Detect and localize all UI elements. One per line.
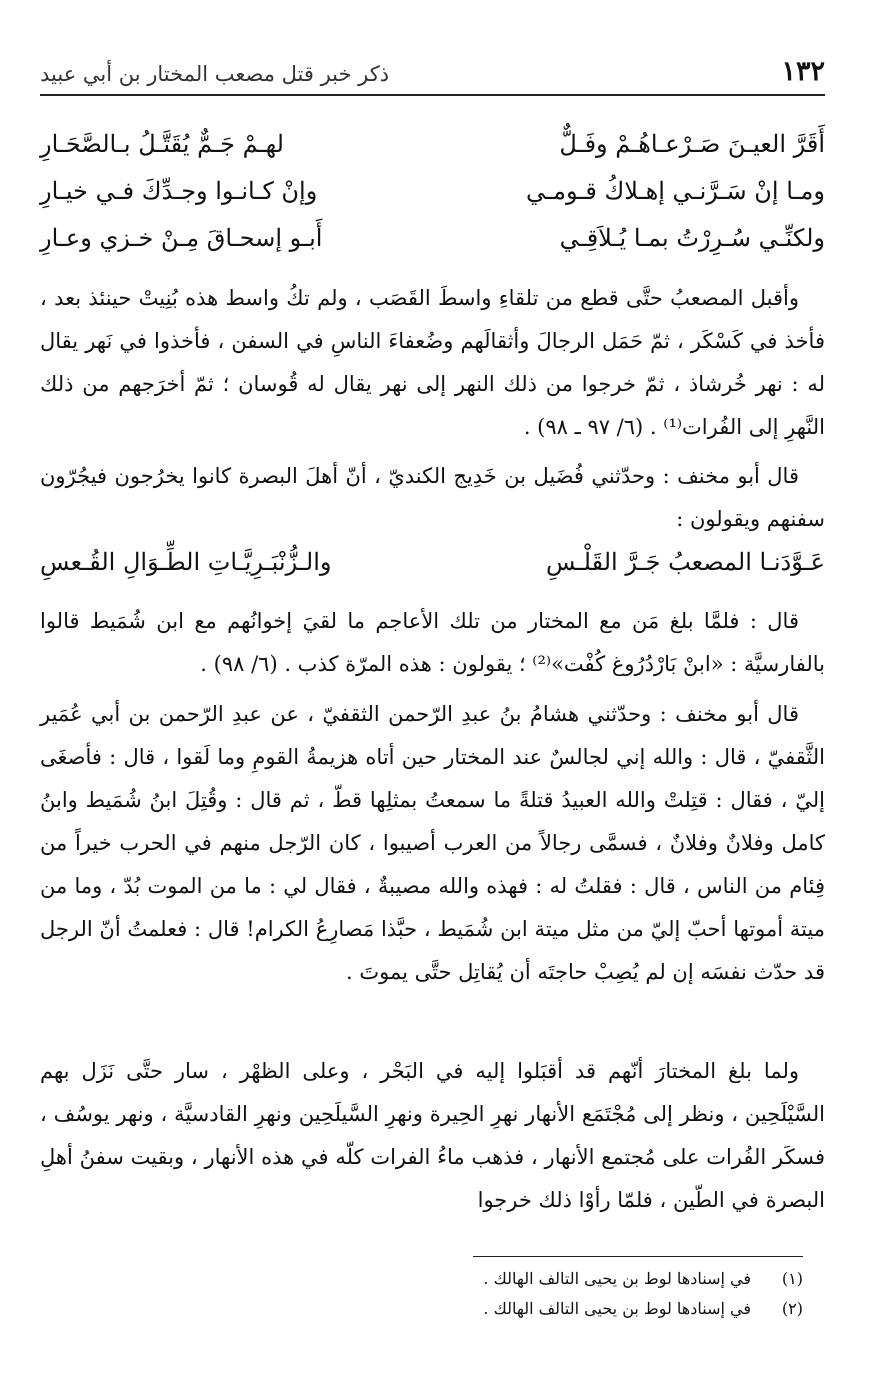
- paragraph-text: وأقبل المصعبُ حتَّى قطع من تلقاءِ واسطَ القَصَب ، ولم تكُ واسط هذه بُنِيتْ حينئذ بعد ، فأخذ في كَسْكَر ، ثمّ حَمَل الرجالَ وأثقالَهم وضُعفاءَ الناسِ في السفن ، فأخذوا في نَهر يقال له : نهر خُرشاذ ، ثمّ خرجوا من ذلك النهر إلى نهر يقال له قُوسان ؛ ثمّ أخرَجهم من ذلك النَّهرِ إلى الفُرات⁽¹⁾ . (٦/ ٩٧ ـ ٩٨) .: [40, 286, 825, 439]
- verse-hemistich-right: أَقَرَّ العيـنَ صَـرْعـاهُـمْ وفَـلٌّ: [559, 130, 825, 158]
- paragraph: [40, 1050, 825, 1222]
- paragraph-text: قال أبو مخنف : وحدّثني فُضَيل بن خَدِيج الكنديّ ، أنّ أهلَ البصرة كانوا يخرُجون فيجُرّون سفنهم ويقولون :: [40, 464, 825, 531]
- footnote-separator: [473, 1256, 803, 1257]
- footnote-text: في إسنادها لوط بن يحيى التالف الهالك .: [483, 1299, 751, 1318]
- footnote-marker: (١): [781, 1269, 803, 1288]
- verse-line: [40, 130, 825, 172]
- footnote: [40, 1296, 803, 1322]
- page-header: [40, 52, 825, 96]
- verse-line: [40, 224, 825, 266]
- paragraph: [40, 277, 825, 449]
- paragraph: [40, 693, 825, 994]
- verse-hemistich-right: عَـوَّدَنـا المصعبُ جَـرَّ القَلْـسِ: [546, 548, 825, 576]
- verse-hemistich-left: لهـمْ جَـمٌّ يُقَتَّـلُ بـالصَّحَـارِ: [40, 130, 284, 158]
- verse-hemistich-left: والـزُّنْبَـرِيَّـاتِ الطِّـوَالِ القُـعسِ: [40, 548, 332, 576]
- paragraph: [40, 600, 825, 686]
- verse-hemistich-left: وإنْ كـانـوا وجـدِّكَ فـي خيـارِ: [40, 177, 318, 205]
- header-rule: [40, 94, 825, 96]
- paragraph-text: قال أبو مخنف : وحدّثني هشامُ بنُ عبدِ الرّحمن الثقفيّ ، عن عبدِ الرّحمن بن أبي عُمَير الثَّقفيّ ، قال : والله إني لجالسٌ عند المختار حين أتاه هزيمةُ القومِ وما لَقوا ، قال : فأصغَى إليّ ، فقال : قتِلتْ والله العبيدُ قتلةً ما سمعتُ بمثلِها قطّ ، ثم قال : وقُتِلَ ابنُ شُمَيط وابنُ كامل وفلانٌ وفلانٌ ، فسمَّى رجالاً من العرب أصيبوا ، كان الرّجل منهم في الحرب خيراً من فِئام من الناس ، قال : فقلتُ له : فهذه والله مصيبةٌ ، فقال لي : ما من الموت بُدّ ، وما من ميتة أموتها أحبّ إليّ من مثل ميتة ابن شُمَيط ، حبَّذا مَصارِعُ الكرام! قال : فعلمتُ أنّ الرجل قد حدّث نفسَه إن لم يُصِبْ حاجتَه أن يُقاتِل حتَّى يموتَ .: [40, 702, 825, 984]
- running-title: ذكر خبر قتل مصعب المختار بن أبي عبيد: [40, 62, 390, 86]
- paragraph-text: قال : فلمَّا بلغ مَن مع المختار من تلك الأعاجم ما لقيَ إخوانُهم مع ابن شُمَيط قالوا بالفارسيَّة : «ابنْ بَارْدُرُوغ كُفْت»⁽²⁾ ؛ يقولون : هذه المرّة كذب . (٦/ ٩٨) .: [40, 609, 825, 676]
- verse-hemistich-right: ومـا إنْ سَـرَّنـي إهـلاكُ قـومـي: [526, 177, 825, 205]
- verse-line: [40, 548, 825, 590]
- verse-line: [40, 177, 825, 219]
- paragraph-text: ولما بلغ المختارَ أنّهم قد أقبَلوا إليه في البَحْر ، وعلى الظهْر ، سار حتَّى نَزَل بهم السَّيْلَحِين ، ونظر إلى مُجْتَمَع الأنهار نهرِ الحِيرة ونهرِ السَّيلَحِين ونهرِ القادسيَّة ، ونهر يوسُف ، فسكَر الفُرات على مُجتمع الأنهار ، فذهب ماءُ الفرات كلّه في هذه الأنهار ، وبقيت سفنُ أهلِ البصرة في الطّين ، فلمّا رأوْا ذلك خرجوا: [40, 1059, 825, 1212]
- page-number: ١٣٢: [781, 56, 825, 87]
- footnote-marker: (٢): [781, 1299, 803, 1318]
- paragraph: [40, 455, 825, 541]
- verse-hemistich-left: أَبـو إسحـاقَ مِـنْ خـزي وعـارِ: [40, 224, 323, 252]
- footnote: [40, 1266, 803, 1292]
- verse-hemistich-right: ولكنِّـي سُـرِرْتُ بمـا يُـلاَقِـي: [559, 224, 825, 252]
- footnote-text: في إسنادها لوط بن يحيى التالف الهالك .: [483, 1269, 751, 1288]
